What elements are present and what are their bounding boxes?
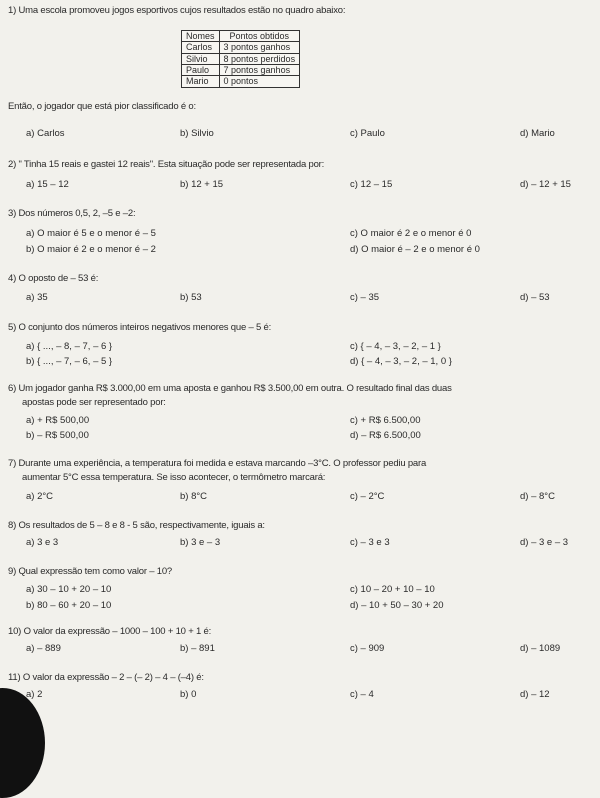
q7-option-c[interactable]: c) – 2°C xyxy=(350,491,385,502)
q1-option-b[interactable]: b) Silvio xyxy=(180,128,214,139)
q7-option-b[interactable]: b) 8°C xyxy=(180,491,208,502)
q8-option-c[interactable]: c) – 3 e 3 xyxy=(350,537,390,548)
q4-statement: 4) O oposto de – 53 é: xyxy=(8,273,99,284)
q10-option-a[interactable]: a) – 889 xyxy=(26,643,61,654)
q6-option-c[interactable]: c) + R$ 6.500,00 xyxy=(350,415,421,426)
q8-option-d[interactable]: d) – 3 e – 3 xyxy=(520,537,569,548)
q5-option-c[interactable]: c) { – 4, – 3, – 2, – 1 } xyxy=(350,341,441,352)
table-cell: 8 pontos perdidos xyxy=(219,53,300,64)
q1-prompt: Então, o jogador que está pior classificado é o: xyxy=(8,101,196,112)
q7-option-d[interactable]: d) – 8°C xyxy=(520,491,555,502)
scores-table xyxy=(181,30,300,88)
q9-option-d[interactable]: d) – 10 + 50 – 30 + 20 xyxy=(350,600,444,611)
table-cell: Silvio xyxy=(182,53,220,64)
q9-option-c[interactable]: c) 10 – 20 + 10 – 10 xyxy=(350,584,435,595)
table-cell: Carlos xyxy=(182,42,220,53)
q4-option-c[interactable]: c) – 35 xyxy=(350,292,380,303)
q4-option-d[interactable]: d) – 53 xyxy=(520,292,550,303)
q10-statement: 10) O valor da expressão – 1000 – 100 + 10 + 1 é: xyxy=(8,626,212,637)
table-row xyxy=(182,65,300,76)
q11-option-b[interactable]: b) 0 xyxy=(180,689,197,700)
q11-option-a[interactable]: a) 2 xyxy=(26,689,43,700)
q5-statement: 5) O conjunto dos números inteiros negativos menores que – 5 é: xyxy=(8,322,272,333)
q10-option-d[interactable]: d) – 1089 xyxy=(520,643,561,654)
q6-option-a[interactable]: a) + R$ 500,00 xyxy=(26,415,90,426)
q2-option-d[interactable]: d) – 12 + 15 xyxy=(520,179,571,190)
table-cell: 7 pontos ganhos xyxy=(219,65,300,76)
q2-option-c[interactable]: c) 12 – 15 xyxy=(350,179,393,190)
q11-statement: 11) O valor da expressão – 2 – (– 2) – 4 – (–4) é: xyxy=(8,672,204,683)
q5-option-b[interactable]: b) { ..., – 7, – 6, – 5 } xyxy=(26,356,113,367)
dark-corner-shadow xyxy=(0,688,45,798)
q3-option-c[interactable]: c) O maior é 2 e o menor é 0 xyxy=(350,228,472,239)
table-cell: Mario xyxy=(182,76,220,87)
q3-option-d[interactable]: d) O maior é – 2 e o menor é 0 xyxy=(350,244,480,255)
q6-option-b[interactable]: b) – R$ 500,00 xyxy=(26,430,89,441)
table-cell: 3 pontos ganhos xyxy=(219,42,300,53)
q1-option-c[interactable]: c) Paulo xyxy=(350,128,385,139)
table-row xyxy=(182,42,300,53)
q8-option-a[interactable]: a) 3 e 3 xyxy=(26,537,59,548)
q4-option-b[interactable]: b) 53 xyxy=(180,292,202,303)
q5-option-a[interactable]: a) { ..., – 8, – 7, – 6 } xyxy=(26,341,113,352)
q11-option-d[interactable]: d) – 12 xyxy=(520,689,550,700)
q7-statement: 7) Durante uma experiência, a temperatura foi medida e estava marcando –3°C. O professor pediu para xyxy=(8,458,427,469)
q8-option-b[interactable]: b) 3 e – 3 xyxy=(180,537,221,548)
q10-option-c[interactable]: c) – 909 xyxy=(350,643,385,654)
q9-option-b[interactable]: b) 80 – 60 + 20 – 10 xyxy=(26,600,112,611)
table-cell: 0 pontos xyxy=(219,76,300,87)
q9-option-a[interactable]: a) 30 – 10 + 20 – 10 xyxy=(26,584,112,595)
table-row xyxy=(182,53,300,64)
q1-option-d[interactable]: d) Mario xyxy=(520,128,555,139)
q1-option-a[interactable]: a) Carlos xyxy=(26,128,65,139)
q6-statement: 6) Um jogador ganha R$ 3.000,00 em uma aposta e ganhou R$ 3.500,00 em outra. O resultado final das duas xyxy=(8,383,452,394)
q2-option-a[interactable]: a) 15 – 12 xyxy=(26,179,69,190)
table-header: Nomes xyxy=(182,31,220,42)
q4-option-a[interactable]: a) 35 xyxy=(26,292,48,303)
table-header: Pontos obtidos xyxy=(219,31,300,42)
table-cell: Paulo xyxy=(182,65,220,76)
q8-statement: 8) Os resultados de 5 – 8 e 8 - 5 são, respectivamente, iguais a: xyxy=(8,520,265,531)
q2-statement: 2) " Tinha 15 reais e gastei 12 reais". Esta situação pode ser representada por: xyxy=(8,159,325,170)
q3-statement: 3) Dos números 0,5, 2, –5 e –2: xyxy=(8,208,136,219)
q6-statement-cont: apostas pode ser representado por: xyxy=(22,397,166,408)
table-header-row xyxy=(182,31,300,42)
q3-option-b[interactable]: b) O maior é 2 e o menor é – 2 xyxy=(26,244,156,255)
q3-option-a[interactable]: a) O maior é 5 e o menor é – 5 xyxy=(26,228,156,239)
q11-option-c[interactable]: c) – 4 xyxy=(350,689,374,700)
q5-option-d[interactable]: d) { – 4, – 3, – 2, – 1, 0 } xyxy=(350,356,452,367)
q6-option-d[interactable]: d) – R$ 6.500,00 xyxy=(350,430,421,441)
q1-statement: 1) Uma escola promoveu jogos esportivos cujos resultados estão no quadro abaixo: xyxy=(8,5,346,16)
table-row xyxy=(182,76,300,87)
q7-option-a[interactable]: a) 2°C xyxy=(26,491,54,502)
q2-option-b[interactable]: b) 12 + 15 xyxy=(180,179,224,190)
q10-option-b[interactable]: b) – 891 xyxy=(180,643,215,654)
q7-statement-cont: aumentar 5°C essa temperatura. Se isso acontecer, o termômetro marcará: xyxy=(22,472,326,483)
q9-statement: 9) Qual expressão tem como valor – 10? xyxy=(8,566,173,577)
